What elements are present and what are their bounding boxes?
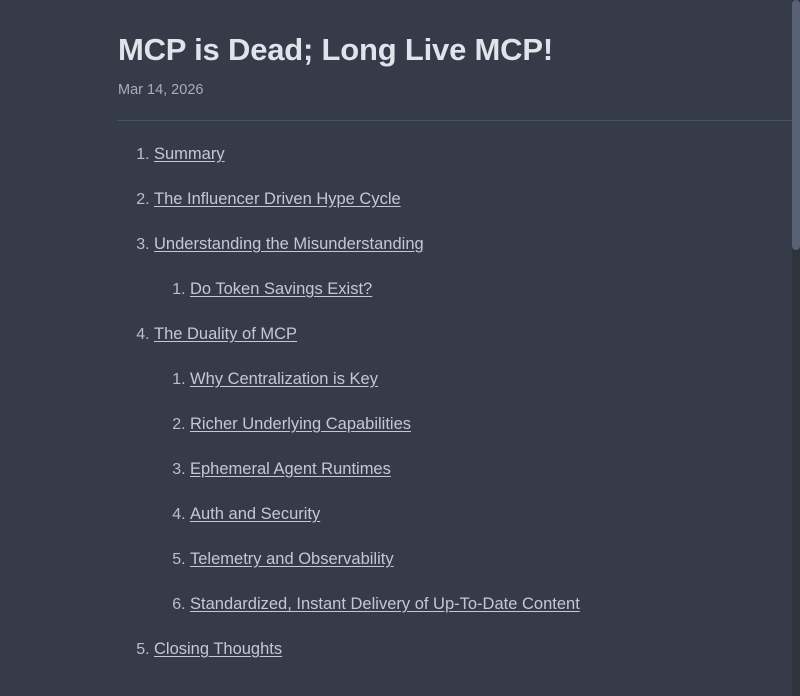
- list-item: [190, 280, 760, 299]
- toc-sublist: [154, 280, 760, 299]
- toc-link-closing-thoughts[interactable]: Closing Thoughts: [154, 640, 283, 658]
- toc-link-the-duality-of-mcp[interactable]: The Duality of MCP: [154, 325, 298, 343]
- list-item: [190, 415, 760, 434]
- table-of-contents: [118, 145, 760, 659]
- list-item: [190, 370, 760, 389]
- toc-link-telemetry-and-observability[interactable]: Telemetry and Observability: [190, 550, 394, 568]
- list-item: [154, 640, 760, 659]
- list-item: [154, 235, 760, 299]
- list-item: [190, 505, 760, 524]
- list-item: [154, 145, 760, 164]
- header-divider: [117, 120, 799, 121]
- toc-link-do-token-savings-exist[interactable]: Do Token Savings Exist?: [190, 280, 373, 298]
- toc-link-standardized-instant-delivery[interactable]: Standardized, Instant Delivery of Up-To-Date Content: [190, 595, 580, 613]
- vertical-scrollbar[interactable]: [792, 0, 800, 696]
- toc-link-why-centralization-is-key[interactable]: Why Centralization is Key: [190, 370, 378, 388]
- list-item: [154, 325, 760, 614]
- list-item: [190, 460, 760, 479]
- list-item: [190, 595, 760, 614]
- toc-link-influencer-driven-hype-cycle[interactable]: The Influencer Driven Hype Cycle: [154, 190, 401, 208]
- toc-link-summary[interactable]: Summary: [154, 145, 225, 163]
- toc-link-ephemeral-agent-runtimes[interactable]: Ephemeral Agent Runtimes: [190, 460, 391, 478]
- list-item: [154, 190, 760, 209]
- publish-date: Mar 14, 2026: [118, 82, 204, 98]
- list-item: [190, 550, 760, 569]
- toc-link-richer-underlying-capabilities[interactable]: Richer Underlying Capabilities: [190, 415, 412, 433]
- page-title: MCP is Dead; Long Live MCP!: [118, 32, 553, 67]
- toc-sublist: [154, 370, 760, 614]
- toc-link-auth-and-security[interactable]: Auth and Security: [190, 505, 321, 523]
- scrollbar-thumb[interactable]: [792, 0, 800, 250]
- toc-link-understanding-the-misunderstanding[interactable]: Understanding the Misunderstanding: [154, 235, 424, 253]
